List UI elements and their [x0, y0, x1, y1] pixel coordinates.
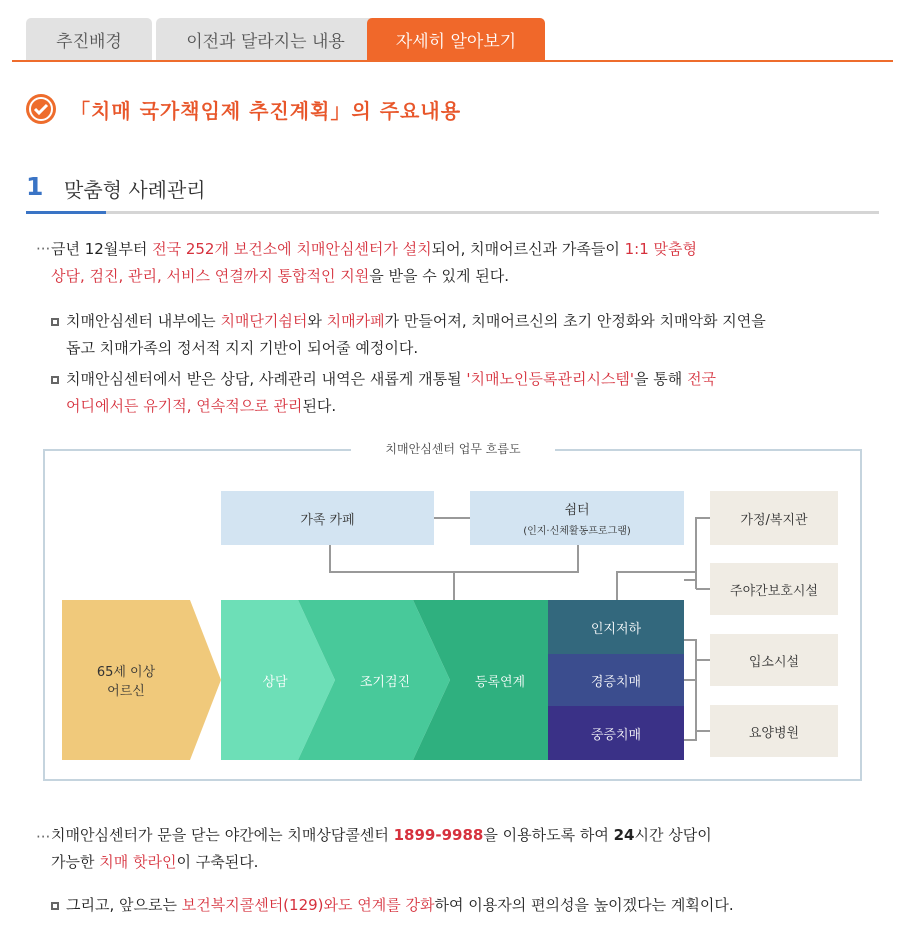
paragraph-1: 금년 12월부터 전국 252개 보건소에 치매안심센터가 설치되어, 치매어르신과 가족들이 1:1 맞춤형 상담, 검진, 관리, 서비스 연결까지 통합적인 지원을 받을 수 있게 된다. [51, 240, 697, 285]
tab-background[interactable]: 추진배경 [26, 18, 152, 60]
shelter-box: 쉼터 (인지·신체활동프로그램) [470, 491, 684, 545]
square-bullet-icon [51, 902, 59, 910]
section-title: 「치매 국가책임제 추진계획」의 주요내용 [70, 98, 462, 123]
seniors-65-box: 65세 이상 어르신 [96, 665, 156, 699]
destination-residential: 입소시설 [710, 634, 838, 686]
step-early-screening: 조기검진 [359, 674, 411, 690]
diagram-title: 치매안심센터 업무 흐름도 [351, 440, 555, 458]
level-severe-dementia: 중증치매 [548, 706, 684, 760]
level-mild-dementia: 경증치매 [548, 654, 684, 706]
family-cafe-box: 가족 카페 [221, 491, 434, 545]
lead-dots: ··· [36, 240, 51, 258]
destination-nursing-hospital: 요양병원 [710, 705, 838, 757]
step-counseling: 상담 [262, 674, 288, 690]
bullet-item-1: 치매안심센터 내부에는 치매단기쉼터와 치매카페가 만들어져, 치매어르신의 초기 안정화와 치매악화 지연을 돕고 치매가족의 정서적 지지 기반이 되어줄 예정이다. [66, 312, 766, 357]
subheading-number: 1 [26, 172, 44, 201]
tab-learn-more[interactable]: 자세히 알아보기 [367, 18, 545, 60]
bullet-item-2: 치매안심센터에서 받은 상담, 사례관리 내역은 새롭게 개통될 '치매노인등록관리시스템'을 통해 전국 어디에서든 유기적, 연속적으로 관리된다. [66, 370, 717, 415]
tab-changes[interactable]: 이전과 달라지는 내용 [156, 18, 375, 60]
destination-day-night-care: 주야간보호시설 [710, 563, 838, 615]
destination-home-welfare: 가정/복지관 [710, 491, 838, 545]
level-cognitive-decline: 인지저하 [548, 600, 684, 654]
step-registration: 등록연계 [474, 674, 526, 690]
paragraph-2: 치매안심센터가 문을 닫는 야간에는 치매상담콜센터 1899-9988을 이용하도록 하여 24시간 상담이 가능한 치매 핫라인이 구축된다. [51, 826, 712, 871]
lead-dots: ··· [36, 828, 51, 846]
subheading-text: 맞춤형 사례관리 [64, 178, 206, 202]
bullet-item-3: 그리고, 앞으로는 보건복지콜센터(129)와도 연계를 강화하여 이용자의 편의성을 높이겠다는 계획이다. [66, 896, 734, 914]
